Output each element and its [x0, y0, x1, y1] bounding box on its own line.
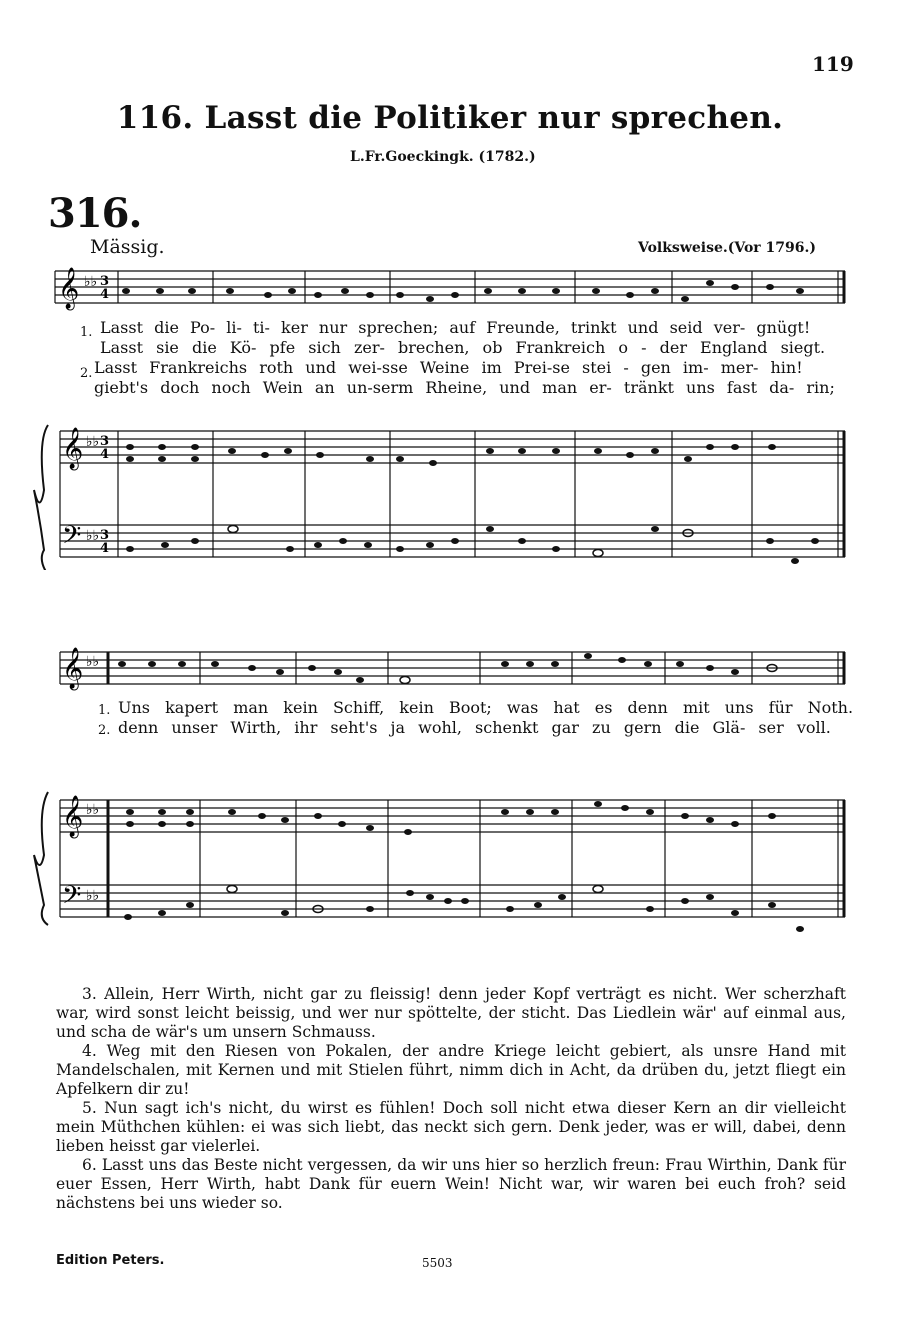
- treble-clef-icon: 𝄞: [58, 268, 80, 309]
- lyric-line: Uns kapert man kein Schiff, kein Boot; was hat es denn mit uns für Noth.: [118, 698, 854, 717]
- publisher-imprint: Edition Peters.: [56, 1253, 165, 1268]
- svg-text:4: 4: [100, 541, 110, 556]
- bass-clef-icon: 𝄢: [62, 881, 82, 916]
- svg-text:4: 4: [100, 287, 110, 302]
- verse-number: 2.: [98, 723, 111, 738]
- song-title: 116. Lasst die Politiker nur sprechen.: [116, 100, 784, 136]
- music-system-1: [0, 260, 900, 570]
- lyric-line: giebt's doch noch Wein an un-serm Rheine, und man er- tränkt uns fast da- rin;: [94, 378, 835, 397]
- lyric-line: Lasst die Po- li- ti- ker nur sprechen; auf Freunde, trinkt und seid ver- gnügt!: [100, 318, 811, 337]
- music-system-2: [0, 640, 900, 940]
- bracket-brace: [34, 792, 48, 925]
- melody-staff-1: [55, 271, 845, 303]
- piano-bass-staff-1: [60, 431, 845, 557]
- melody-staff-2: [60, 652, 845, 684]
- flat-sign-icon: ♭♭: [84, 274, 98, 290]
- verse-paragraph: 3. Allein, Herr Wirth, nicht gar zu fleissig! denn jeder Kopf verträgt es nicht. Wer scherzhaft war, wird sonst leicht beissig, und wer nur spöttelte, der sticht. Das Liedlein wär' auf einmal aus, und scha de wär's um unsern Schmauss.: [56, 985, 846, 1041]
- verse-paragraph: 4. Weg mit den Riesen von Pokalen, der andre Kriege leicht gebiert, als unsre Hand mit Mandelschalen, mit Kernen und mit Stielen führt, nimm dich in Acht, da drüben du, jetzt fliegt ein Apfelkern dir zu!: [56, 1042, 846, 1098]
- bass-clef-icon: 𝄢: [62, 521, 82, 556]
- svg-text:♭♭: ♭♭: [86, 434, 100, 450]
- piano-notes-2: [124, 801, 804, 932]
- additional-verses: [56, 985, 846, 1213]
- verse-paragraph: 6. Lasst uns das Beste nicht vergessen, da wir uns hier so herzlich freun: Frau Wirthin, Dank für euer Essen, Herr Wirth, habt Dank für euern Wein! Nicht war, wir waren bei euch froh? seid nächstens bei uns wieder so.: [56, 1156, 846, 1212]
- svg-text:♭♭: ♭♭: [86, 528, 100, 544]
- lyric-line: denn unser Wirth, ihr seht's ja wohl, schenkt gar zu gern die Glä- ser voll.: [118, 718, 831, 737]
- svg-text:4: 4: [100, 447, 110, 462]
- tempo-marking: Mässig.: [90, 236, 165, 258]
- svg-text:3: 3: [100, 434, 110, 449]
- svg-text:♭♭: ♭♭: [86, 888, 100, 904]
- plate-number: 5503: [422, 1256, 453, 1270]
- lyric-line: Lasst Frankreichs roth und wei-sse Weine im Prei-se stei - gen im- mer- hin!: [94, 358, 803, 377]
- piano-treble-staff-2: [60, 800, 845, 832]
- melody-source: Volksweise.(Vor 1796.): [638, 240, 817, 256]
- poet-credit: L.Fr.Goeckingk. (1782.): [350, 149, 536, 165]
- page-number: 119: [812, 52, 854, 76]
- tune-number: 316.: [48, 190, 142, 237]
- piano-bass-staff-2: [60, 800, 845, 917]
- treble-clef-icon: 𝄞: [62, 428, 84, 469]
- piano-treble-staff-1: [60, 431, 845, 463]
- lyric-line: Lasst sie die Kö- pfe sich zer- brechen, ob Frankreich o - der England siegt.: [100, 338, 826, 357]
- verse-number: 1.: [98, 703, 111, 718]
- time-signature: 3: [100, 274, 110, 289]
- treble-clef-icon: 𝄞: [62, 796, 84, 837]
- svg-text:♭♭: ♭♭: [86, 802, 100, 818]
- melody-notes-1: [122, 280, 804, 302]
- verse-paragraph: 5. Nun sagt ich's nicht, du wirst es fühlen! Doch soll nicht etwa dieser Kern an dir vielleicht mein Müthchen kühlen: ei was sich liebt, das neckt sich gern. Denk jeder, was er will, dabei, denn lieben heisst gar vielerlei.: [56, 1099, 846, 1155]
- bracket-brace: [34, 425, 48, 570]
- piano-notes-1: [126, 444, 819, 564]
- verse-number: 1.: [80, 325, 93, 340]
- verse-number: 2.: [80, 366, 93, 381]
- svg-text:3: 3: [100, 528, 110, 543]
- treble-clef-icon: 𝄞: [62, 648, 84, 689]
- svg-text:♭♭: ♭♭: [86, 654, 100, 670]
